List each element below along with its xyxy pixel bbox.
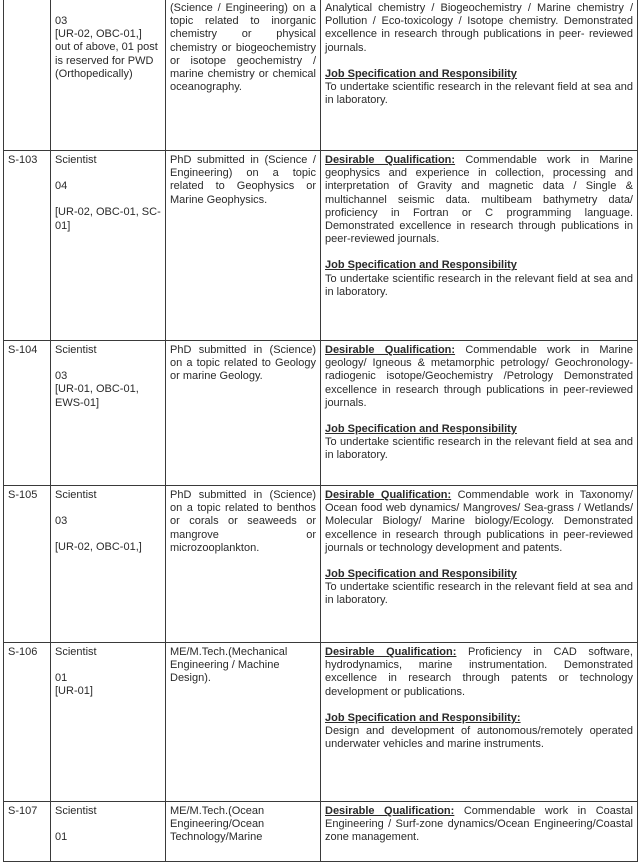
post-cell — [51, 341, 166, 486]
vacancy-count: 03 — [55, 370, 68, 383]
reservation-breakup: [UR-02, OBC-01,] — [55, 541, 142, 554]
desirable-text: Proficiency in CAD software, hydrodynamics, marine instrumentation. Demonstrated excellence in research through patents or technology development or publications. — [325, 646, 633, 698]
table-row — [4, 802, 638, 862]
reservation-breakup: [UR-02, OBC-01, SC-01] — [55, 206, 161, 232]
reservation-breakup: [UR-01, OBC-01, EWS-01] — [55, 383, 139, 409]
post-cell — [51, 643, 166, 802]
vacancy-count: 01 — [55, 672, 68, 685]
desirable-text: Commendable work in Marine geology/ Igneous & metamorphic petrology/ Geochronology-radiogenic isotope/Geochemistry /Petrology Demonstrated excellence in research through publications in peer-reviewed journals. — [325, 344, 633, 409]
post-title: Scientist — [55, 646, 97, 658]
desirable-text: Commendable work in Marine geophysics and experience in collection, processing and interpretation of Gravity and magnetic data / Single & multichannel seismic data. multibeam bathymetry data/ proficiency in Fortran or C programming language. Demonstrated excellence in research through publications in peer-reviewed journals. — [325, 154, 633, 246]
vacancy-count: 03 — [55, 515, 68, 528]
post-cell — [51, 802, 166, 862]
job-spec-heading: Job Specification and Responsibility — [325, 259, 517, 272]
job-spec-text: Design and development of autonomous/remotely operated underwater vehicles and marine instruments. — [325, 725, 633, 751]
post-code: S-107 — [4, 802, 51, 862]
post-cell — [51, 0, 166, 151]
table-row — [4, 643, 638, 802]
reservation-breakup: [UR-01] — [55, 685, 93, 698]
desirable-heading: Desirable Qualification: — [325, 646, 457, 658]
job-spec-heading: Job Specification and Responsibility: — [325, 711, 521, 724]
reservation-breakup: [UR-02, OBC-01,] — [55, 28, 142, 41]
essential-qualification: PhD submitted in (Science) on a topic related to benthos or corals or seaweeds or mangrove or microzooplankton. — [166, 486, 321, 643]
pwd-note: out of above, 01 post is reserved for PWD (Orthopedically) — [55, 41, 158, 80]
essential-qualification: PhD submitted in (Science) on a topic related to Geology or marine Geology. — [166, 341, 321, 486]
job-spec-heading: Job Specification and Responsibility — [325, 423, 517, 436]
desirable-cell — [321, 643, 638, 802]
vacancy-count: 04 — [55, 180, 68, 193]
desirable-heading: Desirable Qualification: — [325, 344, 456, 356]
job-spec-heading: Job Specification and Responsibility — [325, 67, 517, 80]
essential-qualification: PhD submitted in (Science / Engineering) on a topic related to Geophysics or Marine Geophysics. — [166, 151, 321, 341]
job-spec-text: To undertake scientific research in the relevant field at sea and in laboratory. — [325, 81, 633, 107]
desirable-cell — [321, 0, 638, 151]
desirable-cell — [321, 151, 638, 341]
desirable-cell — [321, 486, 638, 643]
table-row — [4, 0, 638, 151]
job-spec-heading: Job Specification and Responsibility — [325, 568, 517, 581]
desirable-text: Analytical chemistry / Biogeochemistry / Marine chemistry / Pollution / Eco-toxicology / Isotope chemistry. Demonstrated excellence in research through publications in peer- reviewed journals. — [325, 2, 633, 54]
job-spec-text: To undertake scientific research in the relevant field at sea and in laboratory. — [325, 581, 633, 607]
essential-qualification: ME/M.Tech.(Mechanical Engineering / Machine Design). — [166, 643, 321, 802]
vacancy-count: 01 — [55, 831, 68, 844]
post-code: S-104 — [4, 341, 51, 486]
post-cell — [51, 151, 166, 341]
post-title: Scientist — [55, 805, 97, 817]
essential-qualification: (Science / Engineering) on a topic related to inorganic chemistry or physical chemistry or biogeochemistry or isotope geochemistry / marine chemistry or chemical oceanography. — [166, 0, 321, 151]
post-code — [4, 0, 51, 151]
table-row — [4, 341, 638, 486]
post-code: S-106 — [4, 643, 51, 802]
post-code: S-105 — [4, 486, 51, 643]
post-title: Scientist — [55, 489, 97, 501]
job-spec-text: To undertake scientific research in the relevant field at sea and in laboratory. — [325, 436, 633, 462]
vacancy-count: 03 — [55, 15, 68, 27]
desirable-cell — [321, 341, 638, 486]
desirable-cell — [321, 802, 638, 862]
post-code: S-103 — [4, 151, 51, 341]
recruitment-table — [3, 0, 638, 862]
table-row — [4, 151, 638, 341]
desirable-heading: Desirable Qualification: — [325, 805, 455, 817]
desirable-text: Commendable work in Taxonomy/ Ocean food web dynamics/ Mangroves/ Sea-grass / Wetlands/ Molecular Biology/ Marine biology/Ecology. Demonstrated excellence in research through publications in peer-reviewed journals or technology development and patents. — [325, 489, 633, 554]
post-title: Scientist — [55, 154, 97, 166]
desirable-text: Commendable work in Coastal Engineering / Surf-zone dynamics/Ocean Engineering/Coastal zone management. — [325, 805, 633, 844]
post-title: Scientist — [55, 344, 97, 356]
post-cell — [51, 486, 166, 643]
desirable-heading: Desirable Qualification: — [325, 154, 456, 166]
job-spec-text: To undertake scientific research in the relevant field at sea and in laboratory. — [325, 272, 633, 298]
essential-qualification: ME/M.Tech.(Ocean Engineering/Ocean Technology/Marine — [166, 802, 321, 862]
table-row — [4, 486, 638, 643]
desirable-heading: Desirable Qualification: — [325, 489, 452, 501]
